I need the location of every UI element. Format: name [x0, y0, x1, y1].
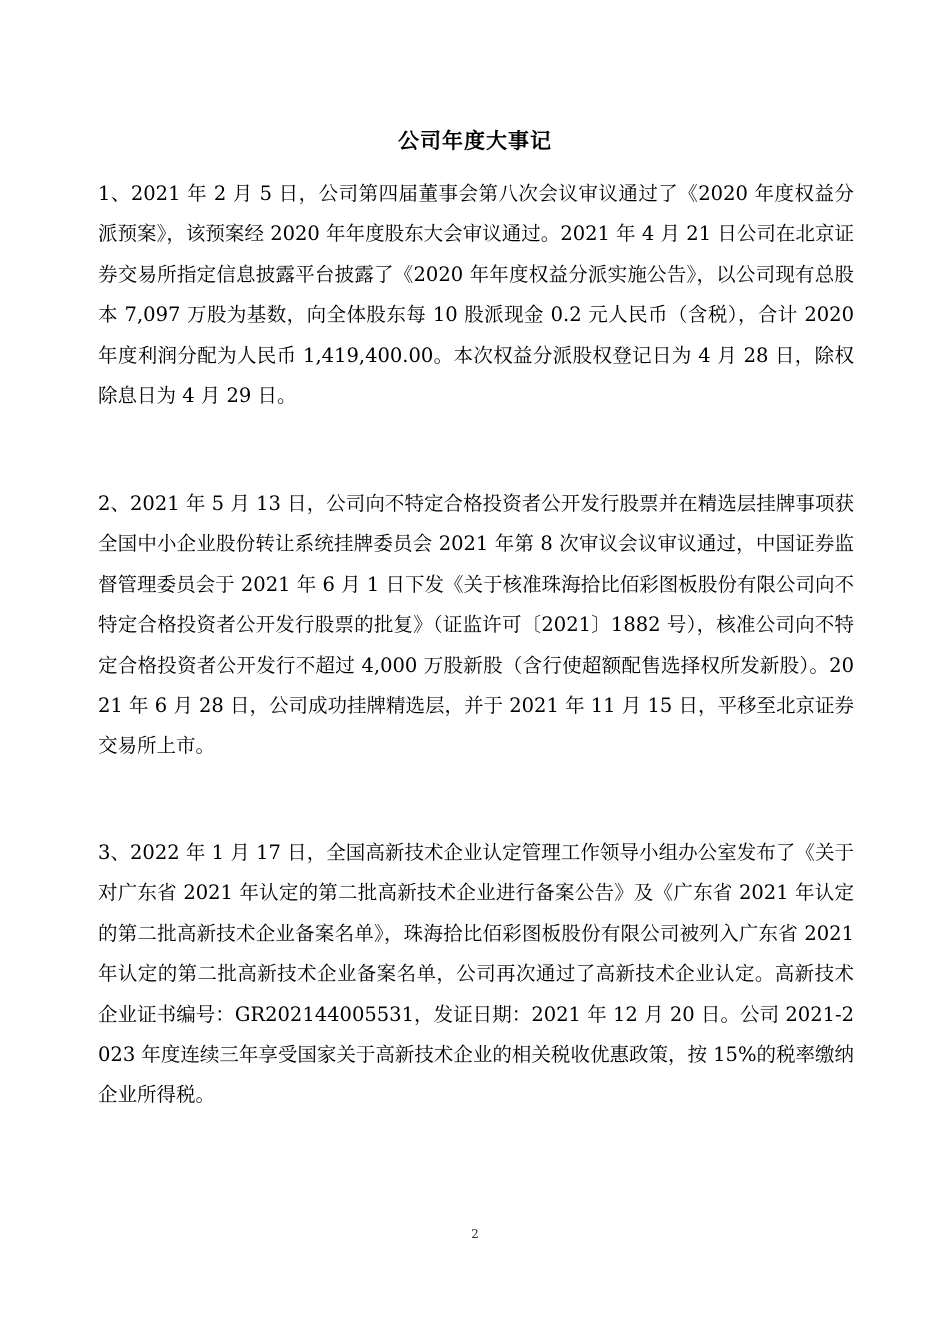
event-paragraph-3: 3、2022 年 1 月 17 日，全国高新技术企业认定管理工作领导小组办公室发布了《关于对广东省 2021 年认定的第二批高新技术企业进行备案公告》及《广东省 2021 年认定的第二批高新技术企业备案名单》，珠海拾比佰彩图板股份有限公司被列入广东省 2021 年认定的第二批高新技术企业备案名单，公司再次通过了高新技术企业认定。高新技术企业证书编号：GR202144005531，发证日期：2021 年 12 月 20 日。公司 2021-2023 年度连续三年享受国家关于高新技术企业的相关税收优惠政策，按 15%的税率缴纳企业所得税。	[98, 841, 854, 1107]
page-title: 公司年度大事记	[398, 129, 552, 153]
event-paragraph-1: 1、2021 年 2 月 5 日，公司第四届董事会第八次会议审议通过了《2020 年度权益分派预案》，该预案经 2020 年年度股东大会审议通过。2021 年 4 月 21 日公司在北京证券交易所指定信息披露平台披露了《2020 年年度权益分派实施公告》，以公司现有总股本 7,097 万股为基数，向全体股东每 10 股派现金 0.2 元人民币（含税），合计 2020 年度利润分配为人民币 1,419,400.00。本次权益分派股权登记日为 4 月 28 日，除权除息日为 4 月 29 日。	[98, 182, 854, 408]
page-number: 2	[471, 1227, 479, 1241]
event-paragraph-2: 2、2021 年 5 月 13 日，公司向不特定合格投资者公开发行股票并在精选层挂牌事项获全国中小企业股份转让系统挂牌委员会 2021 年第 8 次审议会议审议通过，中国证券监督管理委员会于 2021 年 6 月 1 日下发《关于核准珠海拾比佰彩图板股份有限公司向不特定合格投资者公开发行股票的批复》（证监许可〔2021〕1882 号），核准公司向不特定合格投资者公开发行不超过 4,000 万股新股（含行使超额配售选择权所发新股）。2021 年 6 月 28 日，公司成功挂牌精选层，并于 2021 年 11 月 15 日，平移至北京证券交易所上市。	[98, 492, 854, 758]
